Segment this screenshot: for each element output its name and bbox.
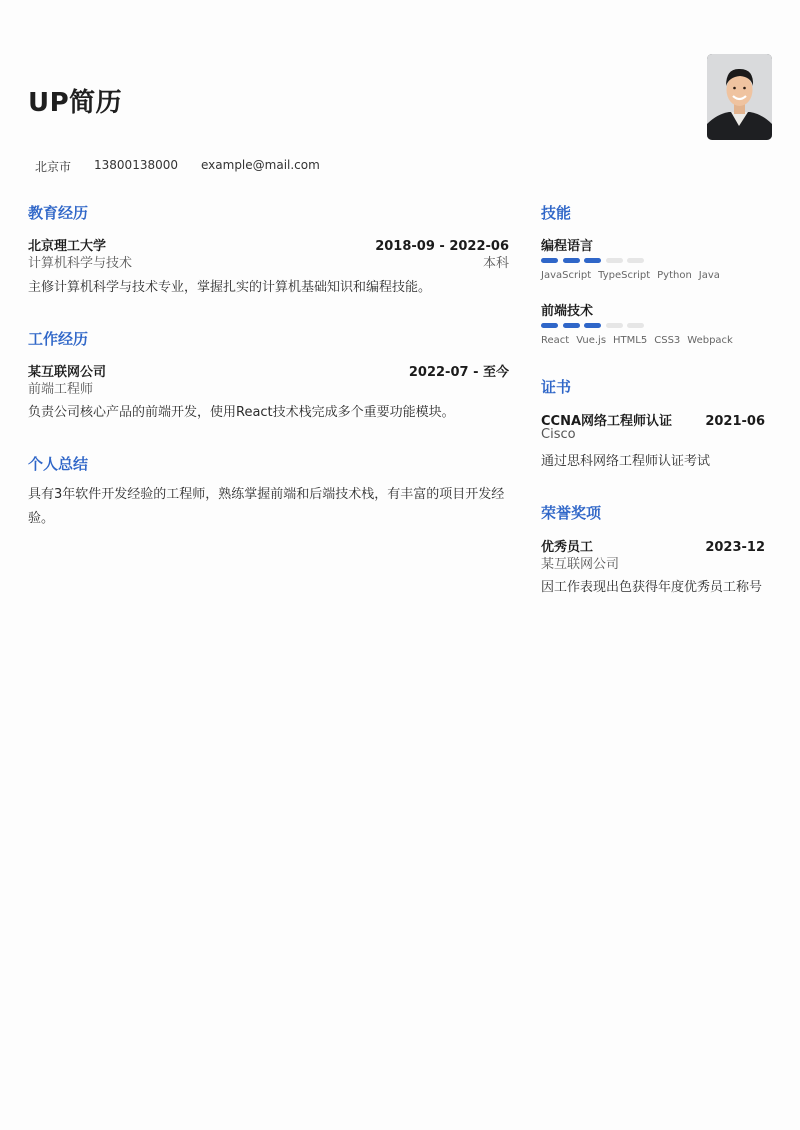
- award-date: 2023-12: [705, 540, 765, 555]
- skill-level-segment: [563, 323, 580, 328]
- company-name: 某互联网公司: [28, 365, 107, 380]
- award-description: 因工作表现出色获得年度优秀员工称号: [541, 580, 763, 595]
- summary-text: 具有3年软件开发经验的工程师，熟练掌握前端和后端技术栈，有丰富的项目开发经验。: [28, 487, 505, 526]
- work-entry-sub: [28, 378, 509, 397]
- skill-tag: Java: [698, 270, 720, 281]
- skill-level-bar: [541, 258, 649, 263]
- certificates-heading: 证书: [541, 378, 572, 396]
- education-entry-sub: [28, 252, 509, 271]
- education-heading: 教育经历: [28, 204, 89, 222]
- profile-photo: [707, 54, 772, 140]
- work-heading: 工作经历: [28, 330, 89, 348]
- skill-level-segment: [541, 323, 558, 328]
- skill-tag: Webpack: [687, 335, 733, 346]
- skill-level-segment: [584, 258, 601, 263]
- award-name: 优秀员工: [541, 540, 594, 555]
- city-text: 北京市: [35, 160, 72, 174]
- skill-level-segment: [563, 258, 580, 263]
- skill-level-segment: [606, 323, 623, 328]
- certificate-date: 2021-06: [705, 414, 765, 429]
- school-name: 北京理工大学: [28, 239, 107, 254]
- degree-label: 本科: [482, 256, 509, 271]
- skill-tag: HTML5: [613, 335, 648, 346]
- skill-tag: TypeScript: [598, 270, 651, 281]
- skill-level-segment: [541, 258, 558, 263]
- skill-tag: Python: [657, 270, 692, 281]
- certificate-description: 通过思科网络工程师认证考试: [541, 454, 711, 469]
- skill-level-segment: [606, 258, 623, 263]
- major-name: 计算机科学与技术: [28, 256, 133, 271]
- skill-group-name: 编程语言: [541, 239, 594, 254]
- skill-tag: React: [541, 335, 570, 346]
- resume-title: UP简历: [28, 88, 123, 118]
- skill-level-segment: [627, 258, 644, 263]
- phone-text: 13800138000: [94, 158, 178, 172]
- work-period: 2022-07 - 至今: [408, 365, 509, 380]
- education-period: 2018-09 - 2022-06: [375, 239, 509, 254]
- work-description: 负责公司核心产品的前端开发，使用React技术栈完成多个重要功能模块。: [28, 405, 455, 420]
- position-name: 前端工程师: [28, 382, 94, 397]
- skill-tag: Vue.js: [576, 335, 607, 346]
- skill-level-segment: [584, 323, 601, 328]
- skill-tag: JavaScript: [541, 270, 592, 281]
- certificate-issuer: Cisco: [541, 427, 576, 442]
- award-entry-sub: [541, 553, 765, 572]
- contact-info: [35, 158, 343, 175]
- awards-heading: 荣誉奖项: [541, 504, 602, 522]
- skill-tag: CSS3: [654, 335, 681, 346]
- skill-level-segment: [627, 323, 644, 328]
- email-text: example@mail.com: [201, 158, 320, 172]
- education-description: 主修计算机科学与技术专业，掌握扎实的计算机基础知识和编程技能。: [28, 280, 432, 295]
- skill-group-name: 前端技术: [541, 304, 594, 319]
- certificate-name: CCNA网络工程师认证: [541, 414, 673, 429]
- skill-tags: [541, 335, 740, 346]
- award-issuer: 某互联网公司: [541, 557, 620, 572]
- skill-tags: [541, 270, 727, 281]
- skill-level-bar: [541, 323, 649, 328]
- summary-heading: 个人总结: [28, 455, 89, 473]
- certificate-entry-sub: [541, 427, 765, 442]
- skills-heading: 技能: [541, 204, 572, 222]
